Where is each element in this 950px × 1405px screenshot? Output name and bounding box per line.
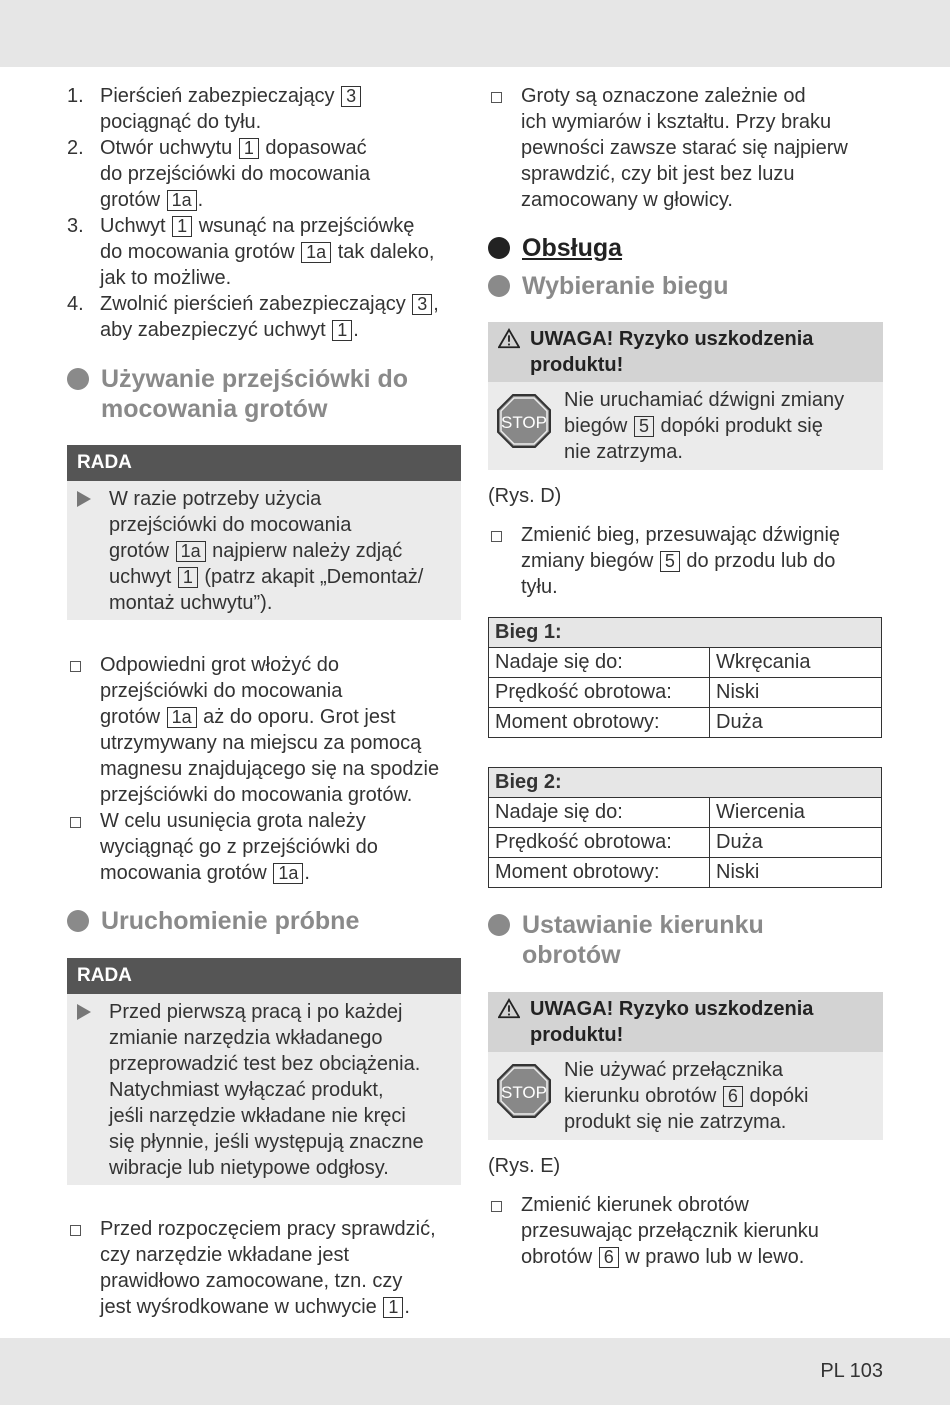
tip-box-2	[67, 958, 461, 1185]
footer-band	[0, 1338, 950, 1405]
tip-box-2-text	[109, 999, 424, 1181]
table-cell-property: Nadaje się do:	[489, 648, 710, 678]
arrow-right-icon	[77, 1004, 91, 1020]
text-line: prawidłowo zamocowane, tzn. czy	[100, 1270, 403, 1292]
stop-sign-icon	[496, 393, 552, 449]
page-number: PL 103	[820, 1360, 883, 1382]
text-line: jak to możliwe.	[100, 267, 232, 289]
tip-box-1-text	[109, 486, 423, 616]
table-row	[489, 828, 882, 858]
part-reference-number: 3	[412, 294, 432, 315]
text-line: aby zabezpieczyć uchwyt 1 .	[100, 319, 359, 341]
checkbox-bullet-icon	[67, 652, 100, 808]
part-reference-number: 5	[660, 551, 680, 572]
section-heading-direction-line1: Ustawianie kierunku	[522, 911, 764, 939]
text-line: Natychmiast wyłączać produkt,	[109, 1079, 384, 1101]
part-reference-number: 1a	[167, 190, 197, 211]
part-reference-number: 1a	[167, 707, 197, 728]
assembly-steps-list	[67, 83, 467, 343]
tip-box-2-label: RADA	[67, 958, 461, 994]
text-line: nie zatrzyma.	[564, 441, 683, 463]
step-number: 4.	[67, 293, 84, 315]
heading-bullet-icon	[488, 237, 510, 259]
text-line: W celu usunięcia grota należy	[100, 810, 366, 832]
text-line: grotów 1a najpierw należy zdjąć	[109, 540, 403, 562]
warning-box-1-title-line1: UWAGA! Ryzyko uszkodzenia	[530, 328, 814, 350]
step-text	[100, 83, 467, 135]
warning-box-2-title-line2: produktu!	[530, 1024, 624, 1046]
table-cell-property: Moment obrotowy:	[489, 708, 710, 738]
checkbox-bullet-icon	[488, 1192, 521, 1270]
numbered-step	[67, 291, 467, 343]
checkbox-bullet-icon	[67, 1216, 100, 1320]
text-line: sprawdzić, czy bit jest bez luzu	[521, 163, 795, 185]
table-row	[489, 798, 882, 828]
text-line: do mocowania grotów 1a tak daleko,	[100, 241, 435, 263]
bullet-change-gear	[488, 522, 888, 600]
heading-bullet-icon	[67, 368, 89, 390]
text-line: grotów 1a .	[100, 189, 204, 211]
checkbox-bullet-icon	[67, 808, 100, 886]
text-line: się płynnie, jeśli występują znaczne	[109, 1131, 424, 1153]
table-cell-value: Duża	[710, 708, 882, 738]
heading-bullet-icon	[67, 910, 89, 932]
table-cell-property: Nadaje się do:	[489, 798, 710, 828]
text-line: przejściówki do mocowania	[100, 680, 343, 702]
step-number: 2.	[67, 137, 84, 159]
table-cell-value: Duża	[710, 828, 882, 858]
table-row	[489, 648, 882, 678]
text-line: zmiany biegów 5 do przodu lub do	[521, 550, 836, 572]
text-line: czy narzędzie wkładane jest	[100, 1244, 350, 1266]
part-reference-number: 1	[178, 567, 198, 588]
warning-box-1-body	[488, 382, 883, 470]
tip-box-1	[67, 445, 461, 620]
table-cell-property: Prędkość obrotowa:	[489, 678, 710, 708]
tip-box-2-body	[67, 994, 461, 1185]
warning-box-2-header	[488, 992, 883, 1052]
text-line: Nie uruchamiać dźwigni zmiany	[564, 389, 845, 411]
bullet-change-direction-text	[521, 1192, 819, 1270]
bullet-bit-markings-text	[521, 83, 848, 213]
warning-box-2	[488, 992, 883, 1140]
bullet-list-1	[67, 652, 467, 886]
gear-table-title: Bieg 1:	[489, 618, 882, 648]
part-reference-number: 1	[383, 1297, 403, 1318]
text-line: pociągnąć do tyłu.	[100, 111, 262, 133]
text-line: montaż uchwytu”).	[109, 592, 273, 614]
text-line: mocowania grotów 1a .	[100, 862, 310, 884]
part-reference-number: 1a	[273, 863, 303, 884]
section-heading-adapter-line2: mocowania grotów	[101, 395, 328, 423]
text-line: przejściówki do mocowania	[109, 514, 352, 536]
main-heading-operation	[488, 233, 888, 263]
section-heading-test-run	[67, 906, 467, 936]
part-reference-number: 1	[172, 216, 192, 237]
text-line: biegów 5 dopóki produkt się	[564, 415, 823, 437]
table-row	[489, 858, 882, 888]
text-line: kierunku obrotów 6 dopóki	[564, 1085, 809, 1107]
section-heading-test-run-text: Uruchomienie próbne	[101, 907, 360, 935]
gear-table-title: Bieg 2:	[489, 768, 882, 798]
numbered-step	[67, 213, 467, 291]
text-line: Uchwyt 1 wsunąć na przejściówkę	[100, 215, 415, 237]
section-heading-adapter-line1: Używanie przejściówki do	[101, 365, 409, 393]
text-line: Nie używać przełącznika	[564, 1059, 783, 1081]
text-line: ich wymiarów i kształtu. Przy braku	[521, 111, 832, 133]
part-reference-number: 1	[239, 138, 259, 159]
part-reference-number: 5	[634, 416, 654, 437]
text-line: zmianie narzędzia wkładanego	[109, 1027, 383, 1049]
text-line: Odpowiedni grot włożyć do	[100, 654, 340, 676]
table-cell-value: Wkręcania	[710, 648, 882, 678]
numbered-step	[67, 135, 467, 213]
bullet-check-before-work-text	[100, 1216, 436, 1320]
numbered-step	[67, 83, 467, 135]
bullet-item	[67, 808, 467, 886]
text-line: przesuwając przełącznik kierunku	[521, 1220, 819, 1242]
text-line: grotów 1a aż do oporu. Grot jest	[100, 706, 396, 728]
text-line: przejściówki do mocowania grotów.	[100, 784, 413, 806]
section-heading-adapter	[67, 364, 467, 424]
part-reference-number: 1a	[176, 541, 206, 562]
text-line: zamocowany w głowicy.	[521, 189, 733, 211]
text-line: wyciągnąć go z przejściówki do	[100, 836, 378, 858]
bullet-bit-markings	[488, 83, 888, 213]
main-heading-operation-text: Obsługa	[522, 234, 623, 262]
text-line: Zmienić bieg, przesuwając dźwignię	[521, 524, 841, 546]
warning-box-1-text	[564, 387, 844, 465]
bullet-change-gear-text	[521, 522, 840, 600]
warning-triangle-icon	[498, 328, 520, 350]
gear-1-table	[488, 617, 882, 738]
text-line: przeprowadzić test bez obciążenia.	[109, 1053, 421, 1075]
stop-sign-icon	[496, 1063, 552, 1119]
section-heading-direction-line2: obrotów	[522, 941, 621, 969]
section-heading-gear-text: Wybieranie biegu	[522, 272, 729, 300]
text-line: Pierścień zabezpieczający 3	[100, 83, 467, 109]
warning-box-2-title-line1: UWAGA! Ryzyko uszkodzenia	[530, 998, 814, 1020]
text-line: Przed pierwszą pracą i po każdej	[109, 1001, 403, 1023]
text-line: magnesu znajdującego się na spodzie	[100, 758, 440, 780]
text-line: W razie potrzeby użycia	[109, 488, 322, 510]
bullet-item	[67, 652, 467, 808]
warning-box-1	[488, 322, 883, 470]
figure-ref-d: (Rys. D)	[488, 485, 562, 507]
top-band	[0, 0, 950, 67]
text-line: Otwór uchwytu 1 dopasować	[100, 137, 367, 159]
warning-box-2-text	[564, 1057, 808, 1135]
warning-box-2-body	[488, 1052, 883, 1140]
figure-ref-e: (Rys. E)	[488, 1155, 561, 1177]
text-line: Groty są oznaczone zależnie od	[521, 85, 806, 107]
svg-text:STOP: STOP	[501, 1083, 547, 1102]
bullet-text	[100, 808, 378, 886]
text-line: Przed rozpoczęciem pracy sprawdzić,	[100, 1218, 436, 1240]
gear-table	[488, 617, 882, 738]
text-line: jeśli narzędzie wkładane nie kręci	[109, 1105, 406, 1127]
table-row	[489, 678, 882, 708]
text-line: uchwyt 1 (patrz akapit „Demontaż/	[109, 566, 424, 588]
warning-box-1-title-line2: produktu!	[530, 354, 624, 376]
step-number: 3.	[67, 215, 84, 237]
part-reference-number: 1a	[301, 242, 331, 263]
part-reference-number: 6	[599, 1247, 619, 1268]
heading-bullet-icon	[488, 275, 510, 297]
svg-text:STOP: STOP	[501, 413, 547, 432]
text-line: wibracje lub nietypowe odgłosy.	[109, 1157, 389, 1179]
table-cell-property: Moment obrotowy:	[489, 858, 710, 888]
table-cell-value: Niski	[710, 858, 882, 888]
checkbox-bullet-icon	[488, 83, 521, 213]
text-line: tyłu.	[521, 576, 558, 598]
section-heading-direction	[488, 910, 888, 970]
bullet-check-before-work	[67, 1216, 467, 1320]
gear-2-table	[488, 767, 882, 888]
warning-box-1-header	[488, 322, 883, 382]
heading-bullet-icon	[488, 914, 510, 936]
part-reference-number: 3	[341, 86, 361, 107]
step-text	[100, 135, 467, 213]
checkbox-bullet-icon	[488, 522, 521, 600]
arrow-right-icon	[77, 491, 91, 507]
text-line: Zmienić kierunek obrotów	[521, 1194, 749, 1216]
bullet-change-direction	[488, 1192, 888, 1270]
bullet-text	[100, 652, 439, 808]
gear-table	[488, 767, 882, 888]
table-cell-value: Wiercenia	[710, 798, 882, 828]
step-text	[100, 291, 467, 343]
section-heading-gear	[488, 271, 888, 301]
warning-triangle-icon	[498, 998, 520, 1020]
tip-box-1-label: RADA	[67, 445, 461, 481]
table-row	[489, 708, 882, 738]
text-line: pewności zawsze starać się najpierw	[521, 137, 848, 159]
table-cell-property: Prędkość obrotowa:	[489, 828, 710, 858]
part-reference-number: 1	[332, 320, 352, 341]
step-number: 1.	[67, 85, 84, 107]
text-line: jest wyśrodkowane w uchwycie 1 .	[100, 1296, 410, 1318]
part-reference-number: 6	[723, 1086, 743, 1107]
text-line: Zwolnić pierścień zabezpieczający 3 ,	[100, 293, 439, 315]
tip-box-1-body	[67, 481, 461, 620]
text-line: utrzymywany na miejscu za pomocą	[100, 732, 422, 754]
table-cell-value: Niski	[710, 678, 882, 708]
text-line: produkt się nie zatrzyma.	[564, 1111, 787, 1133]
text-line: do przejściówki do mocowania	[100, 163, 371, 185]
step-text	[100, 213, 467, 291]
text-line: obrotów 6 w prawo lub w lewo.	[521, 1246, 805, 1268]
